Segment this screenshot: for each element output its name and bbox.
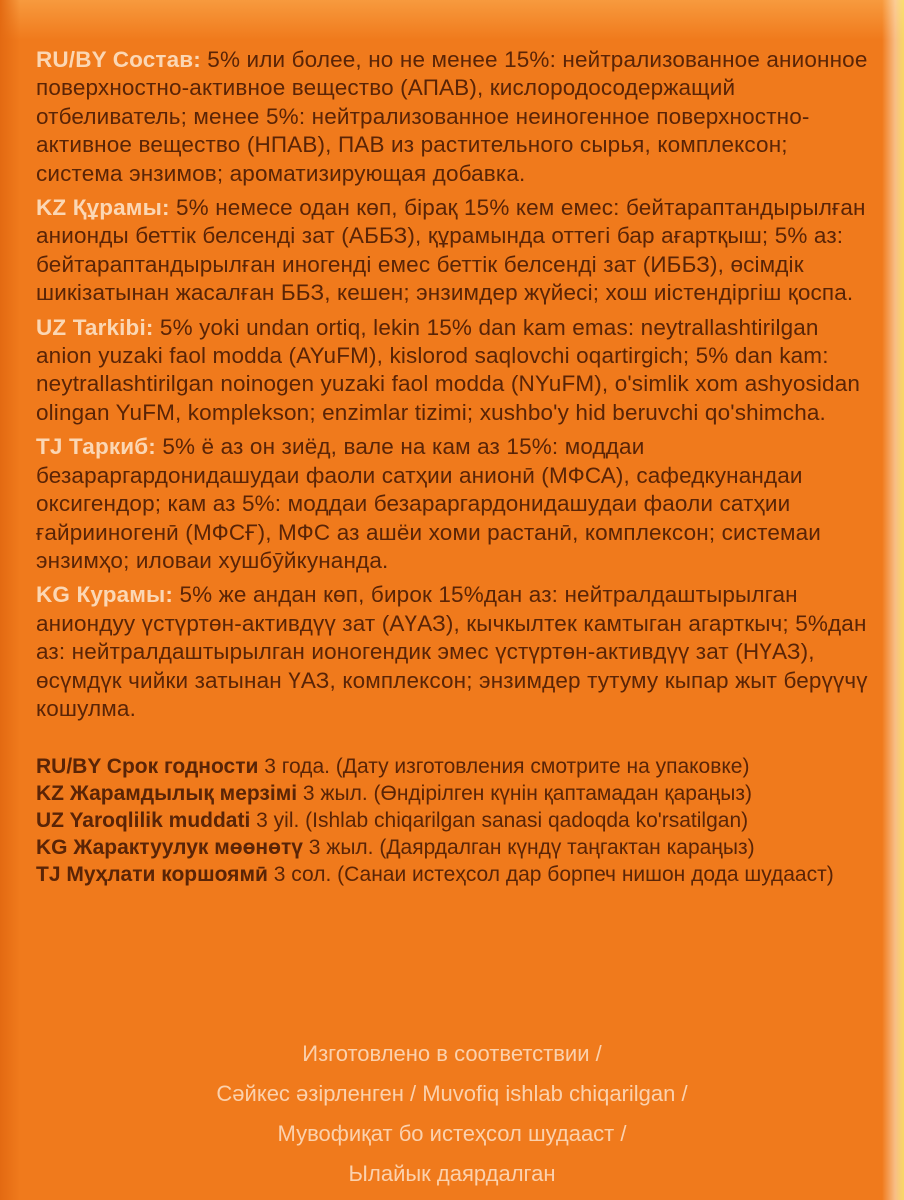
composition-text: 5% же андан көп, бирок 15%дан аз: нейтралдаштырылган аниондуу үстүртөн-активдүү зат (АҮАЗ), кычкылтек камтыган агарткыч; 5%дан аз: нейтралдаштырылган ионогендик эмес үстүртөн-активдүү зат (НҮАЗ), өсүмдүк чийки затынан ҮАЗ, комплексон; энзимдер тутуму кыпар жыт берүүчү кошулма.: [36, 582, 868, 721]
shelf-life-label: UZ Yaroqlilik muddati: [36, 809, 251, 833]
composition-label: RU/BY Состав:: [36, 47, 201, 72]
background-top-highlight: [0, 0, 904, 40]
composition-uz: [36, 314, 868, 428]
label-content: [36, 46, 868, 888]
composition-text: 5% или более, но не менее 15%: нейтрализованное анионное поверхностно-активное вещество (АПАВ), кислородосодержащий отбеливатель; менее 5%: нейтрализованное неиногенное поверхностно-активное вещество (НПАВ), ПАВ из растительного сырья, комплексон; система энзимов; ароматизирующая добавка.: [36, 47, 868, 186]
background-right-edge: [882, 0, 904, 1200]
composition-text: 5% немесе одан көп, бірақ 15% кем емес: бейтараптандырылған анионды беттік белсенді зат (АББЗ), құрамында оттегі бар ағартқыш; 5% аз: бейтараптандырылған иногенді емес беттік белсенді зат (ИББЗ), өсімдік шикізатынан жасалған ББЗ, кешен; энзимдер жүйесі; хош иістендіргіш қоспа.: [36, 195, 866, 306]
composition-ru-by: [36, 46, 868, 188]
footer-line: Сәйкес әзірленген / Muvofiq ishlab chiqarilgan /: [216, 1081, 688, 1106]
manufacturing-footer: [0, 1034, 904, 1194]
shelf-life-text: 3 жыл. (Даярдалган күндү таңгактан караңыз): [302, 836, 755, 860]
composition-kg: [36, 581, 868, 723]
shelf-life-section: [36, 753, 868, 888]
composition-section: [36, 46, 868, 723]
footer-line: Ылайык даярдалган: [348, 1161, 556, 1186]
shelf-life-text: 3 сол. (Санаи истеҳсол дар борпеч нишон дода шудааст): [267, 863, 834, 887]
shelf-life-text: 3 жыл. (Өндірілген күнін қаптамадан қараңыз): [297, 782, 752, 806]
composition-label: TJ Таркиб:: [36, 434, 156, 460]
background-left-shade: [0, 0, 20, 1200]
shelf-life-label: KZ Жарамдылық мерзімі: [36, 782, 298, 806]
footer-line: Мувофиқат бо истеҳсол шудааст /: [277, 1121, 627, 1146]
shelf-life-text: 3 yil. (Ishlab chiqarilgan sanasi qadoqda ko'rsatilgan): [250, 809, 749, 833]
composition-tj: [36, 433, 868, 575]
footer-line: Изготовлено в соответствии /: [302, 1041, 602, 1066]
composition-label: KG Курамы:: [36, 582, 174, 608]
shelf-life-text: 3 года. (Дату изготовления смотрите на упаковке): [258, 755, 750, 779]
shelf-life-uz: [36, 807, 868, 834]
shelf-life-ru-by: [36, 753, 868, 780]
shelf-life-label: RU/BY Срок годности: [36, 755, 259, 779]
shelf-life-label: TJ Муҳлати коршоямӣ: [36, 863, 268, 887]
shelf-life-tj: [36, 861, 868, 888]
shelf-life-kg: [36, 834, 868, 861]
shelf-life-label: KG Жарактуулук мөөнөтү: [36, 836, 303, 860]
composition-label: KZ Құрамы:: [36, 195, 170, 221]
composition-text: 5% yoki undan ortiq, lekin 15% dan kam emas: neytrallashtirilgan anion yuzaki faol modda (AYuFM), kislorod saqlovchi oqartirgich; 5% dan kam: neytrallashtirilgan noinogen yuzaki faol modda (NYuFM), o'simlik xom ashyosidan olingan YuFM, komplekson; enzimlar tizimi; xushbo'y hid beruvchi qo'shimcha.: [36, 314, 861, 425]
shelf-life-kz: [36, 780, 868, 807]
composition-kz: [36, 194, 868, 308]
composition-text: 5% ё аз он зиёд, вале на кам аз 15%: моддаи безараргардонидашудаи фаоли сатҳии анионӣ (МФСА), сафедкунандаи оксигендор; кам аз 5%: моддаи безараргардонидашудаи фаоли сатҳии ғайрииногенӣ (МФСҒ), МФС аз ашёи хоми растанӣ, комплексон; системаи энзимҳо; иловаи хушбӯйкунанда.: [36, 434, 822, 573]
composition-label: UZ Tarkibi:: [36, 314, 154, 340]
